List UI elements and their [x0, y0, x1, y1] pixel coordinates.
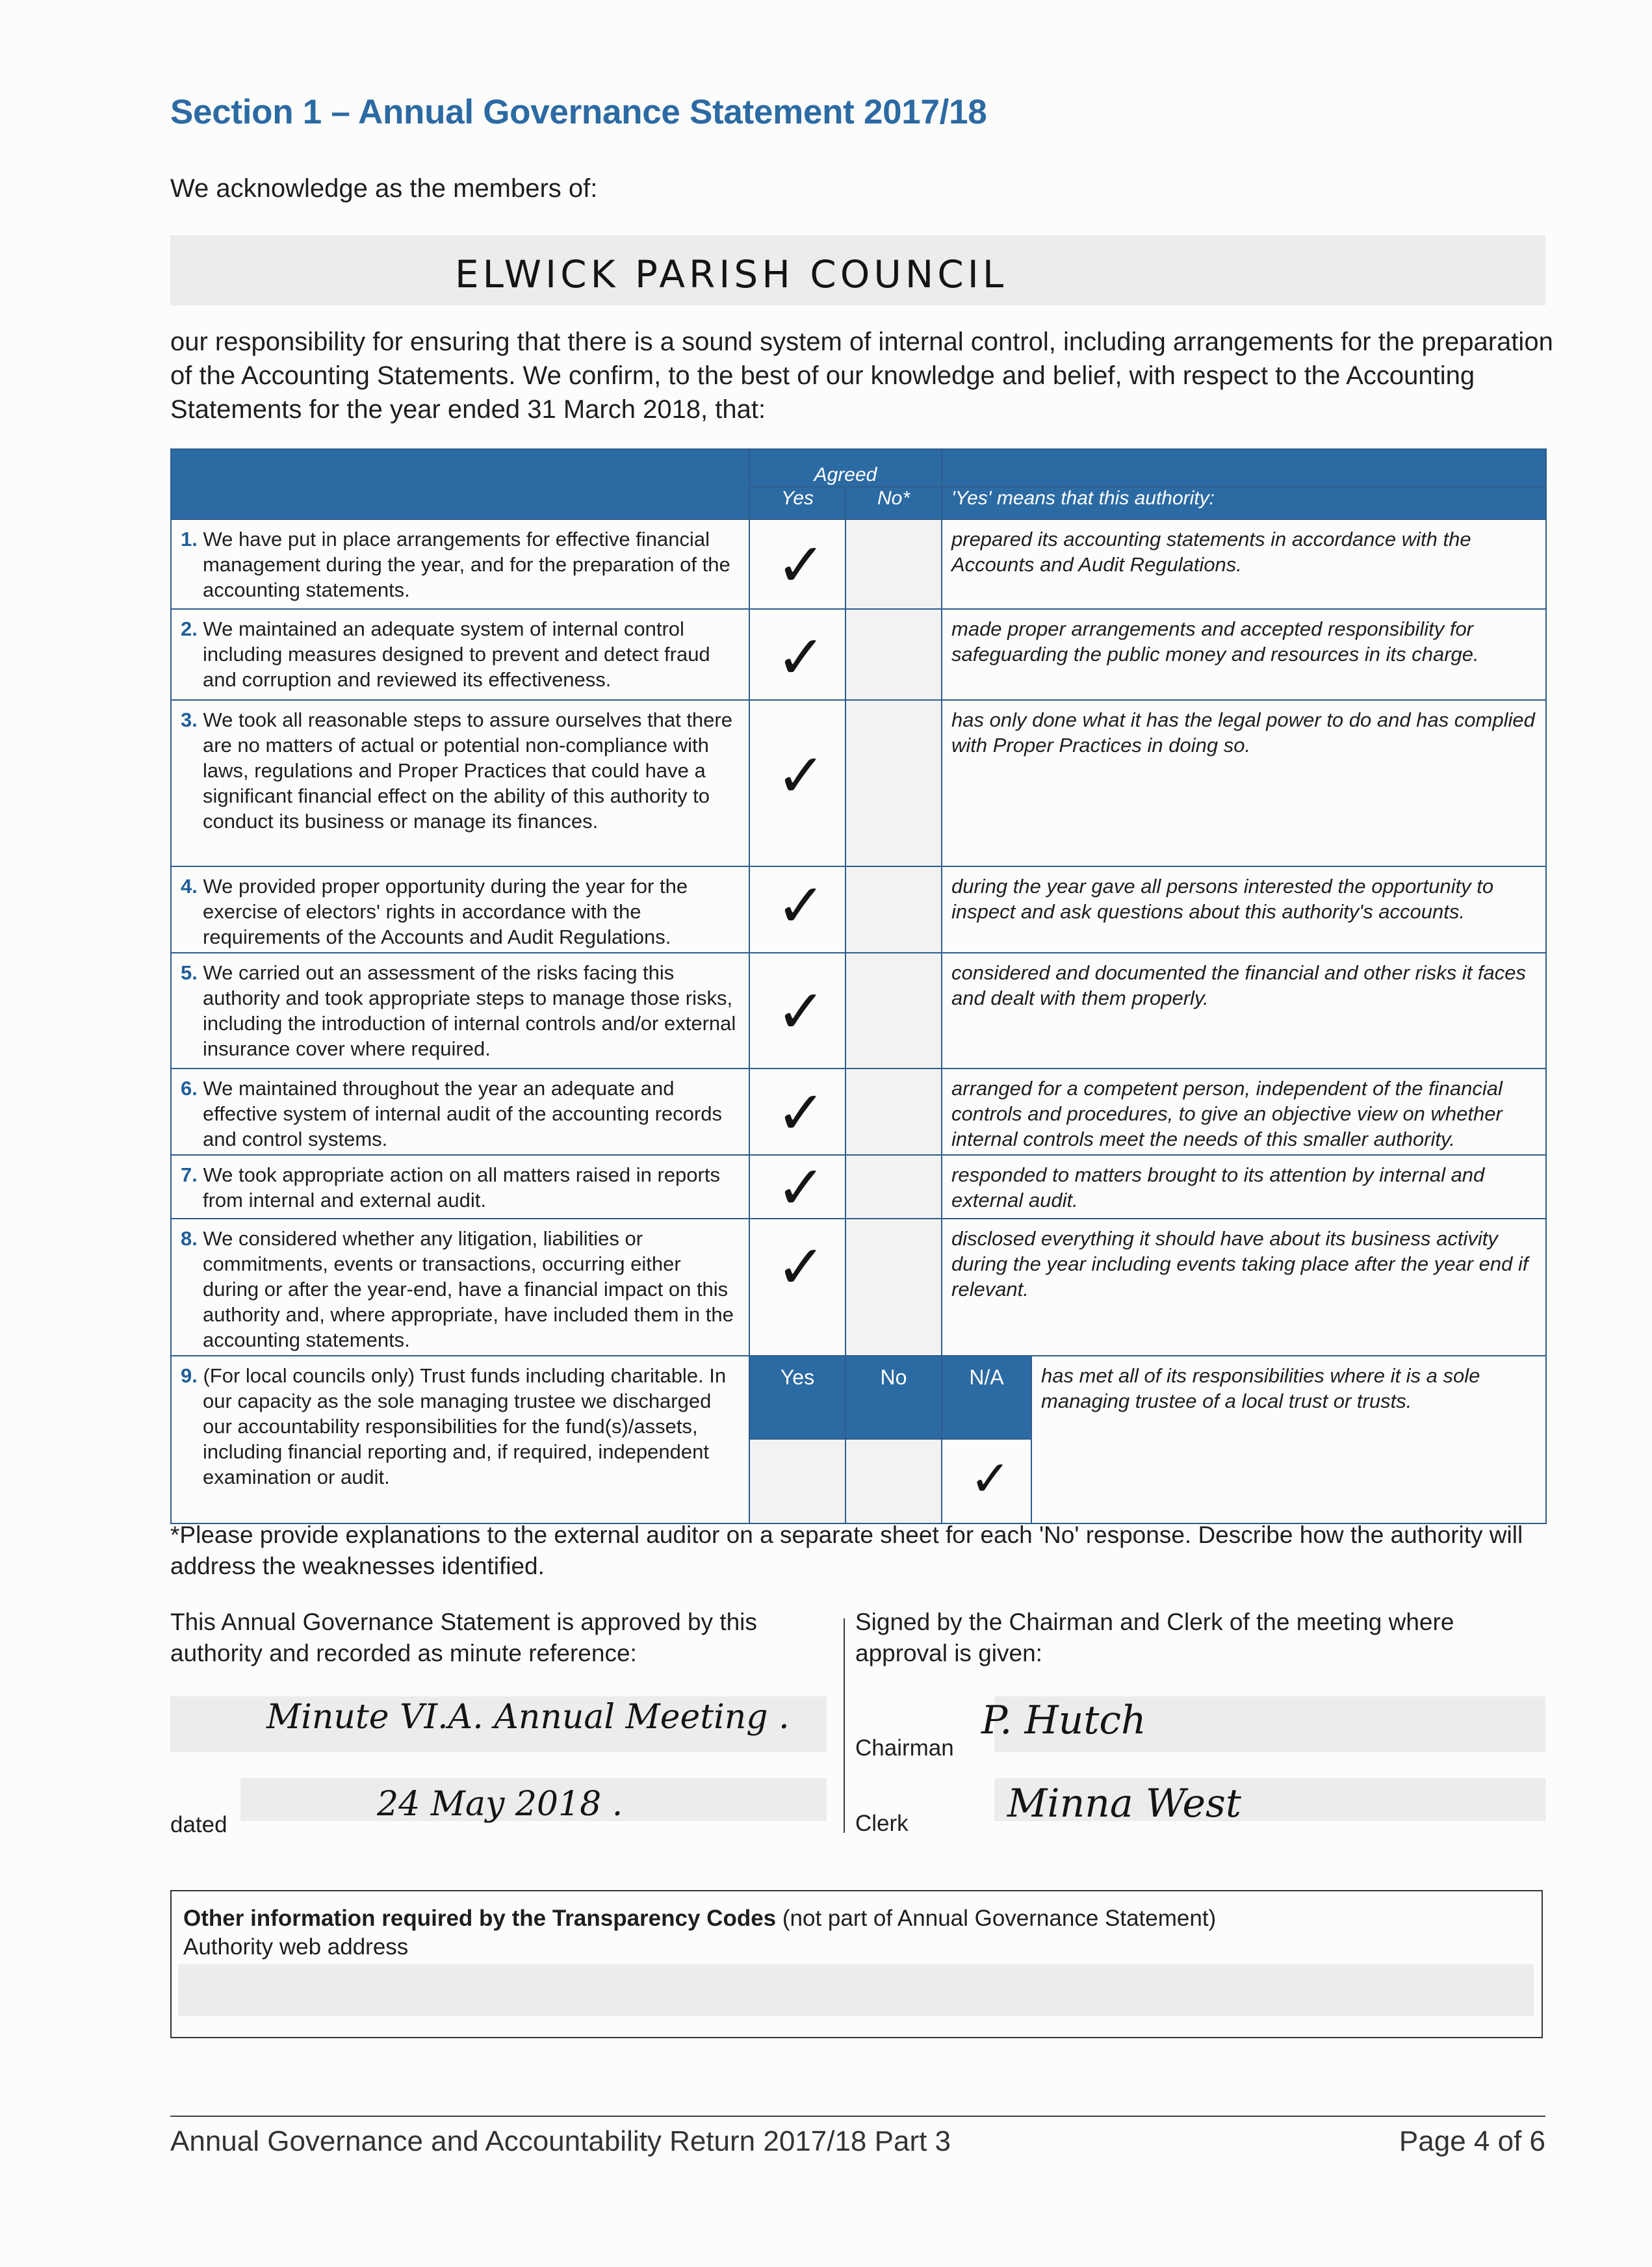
table-row	[171, 866, 1546, 953]
minute-ref: Minute VI.A. Annual Meeting .	[266, 1698, 790, 1737]
yes-cell[interactable]	[749, 609, 845, 700]
checkmark-icon: ✓	[776, 1153, 827, 1223]
table-row	[171, 1155, 1546, 1219]
statement-text: 7. We took appropriate action on all matters raised in reports from internal and external audit.	[181, 1163, 720, 1211]
governance-table	[170, 448, 1547, 1524]
no-cell[interactable]	[845, 1069, 942, 1155]
table-row	[171, 1219, 1546, 1356]
checkmark-icon: ✓	[970, 1449, 1011, 1507]
page-title: Section 1 – Annual Governance Statement 2017/18	[170, 93, 987, 131]
page-number: Page 4 of 6	[1399, 2125, 1545, 2157]
means-text: made proper arrangements and accepted responsibility for safeguarding the public money and resources in its charge.	[942, 609, 1546, 700]
row9-yes-header: Yes	[749, 1356, 845, 1439]
yes-cell[interactable]	[749, 953, 845, 1069]
web-address-label: Authority web address	[183, 1934, 409, 1960]
yes-cell[interactable]	[749, 1153, 845, 1223]
means-text: during the year gave all persons interested the opportunity to inspect and ask questions about this authority's accounts.	[942, 866, 1546, 953]
statement-text: 3. We took all reasonable steps to assure ourselves that there are no matters of actual or potential non-compliance with laws, regulations and Proper Practices that could have a significant financial effect on the ability of this authority to conduct its business or manage its finances.	[181, 708, 732, 833]
no-cell[interactable]	[845, 1155, 942, 1219]
statement-text: 5. We carried out an assessment of the risks facing this authority and took appropriate steps to manage those risks, including the introduction of internal controls and/or external insurance cover where required.	[181, 961, 736, 1060]
checkmark-icon: ✓	[776, 1232, 827, 1302]
no-cell[interactable]	[845, 953, 942, 1069]
checkmark-icon: ✓	[776, 530, 827, 600]
dated-value: 24 May 2018 .	[377, 1785, 623, 1824]
row9-no-header: No	[845, 1356, 942, 1439]
yes-cell[interactable]	[749, 1219, 845, 1356]
web-address-field[interactable]	[178, 1964, 1534, 2016]
chairman-label: Chairman	[855, 1735, 954, 1761]
no-cell[interactable]	[845, 609, 942, 700]
statement-text: 8. We considered whether any litigation, liabilities or commitments, events or transactions, occurring either during or after the year-end, have a financial impact on this authority and, where appropriate, have included them in the accounting statements.	[181, 1227, 734, 1351]
statement-text: 1. We have put in place arrangements for effective financial management during the year, and for the preparation of the accounting statements.	[181, 528, 730, 601]
acknowledge-text: We acknowledge as the members of:	[170, 174, 598, 203]
table-row	[171, 519, 1546, 609]
footer-rule	[170, 2116, 1545, 2117]
checkmark-icon: ✓	[776, 1078, 827, 1148]
yes-cell[interactable]	[749, 519, 845, 609]
means-text: arranged for a competent person, independent of the financial controls and procedures, to give an objective view on whether internal controls meet the needs of this smaller authority.	[942, 1069, 1546, 1155]
agreed-header: Agreed	[749, 449, 942, 487]
header-right-blank	[942, 449, 1546, 487]
no-cell[interactable]	[845, 700, 942, 866]
checkmark-icon: ✓	[776, 871, 827, 940]
row9-yes-cell[interactable]	[749, 1439, 845, 1523]
no-response-note: *Please provide explanations to the external auditor on a separate sheet for each 'No' response. Describe how the authority will address the weaknesses identified.	[170, 1522, 1523, 1579]
chairman-signature: P. Hutch	[981, 1698, 1146, 1743]
means-text: has only done what it has the legal power to do and has complied with Proper Practices in doing so.	[942, 700, 1546, 866]
approval-text: This Annual Governance Statement is approved by this authority and recorded as minute reference:	[170, 1609, 757, 1666]
checkmark-icon: ✓	[776, 741, 827, 810]
table-row	[171, 700, 1546, 866]
divider	[844, 1618, 845, 1833]
header-blank	[171, 449, 749, 519]
means-text: disclosed everything it should have about its business activity during the year including events taking place after the year end if relevant.	[942, 1219, 1546, 1356]
table-row	[171, 1069, 1546, 1155]
yes-cell[interactable]	[749, 700, 845, 866]
row9-na-cell[interactable]	[942, 1439, 1031, 1523]
intro-text: our responsibility for ensuring that there is a sound system of internal control, including arrangements for the preparation of the Accounting Statements. We confirm, to the best of our knowledge and belief, with respect to the Accounting Statements for the year ended 31 March 2018, that:	[170, 328, 1553, 424]
footer-title: Annual Governance and Accountability Return 2017/18 Part 3	[170, 2125, 951, 2157]
row9-no-cell[interactable]	[845, 1439, 942, 1523]
no-header: No*	[845, 487, 942, 519]
means-text: has met all of its responsibilities where it is a sole managing trustee of a local trust or trusts.	[1031, 1356, 1546, 1523]
means-text: prepared its accounting statements in accordance with the Accounts and Audit Regulations.	[942, 519, 1546, 609]
means-text: considered and documented the financial and other risks it faces and dealt with them properly.	[942, 953, 1546, 1069]
yes-header: Yes	[749, 487, 845, 519]
no-cell[interactable]	[845, 1219, 942, 1356]
statement-text: 4. We provided proper opportunity during the year for the exercise of electors' rights in accordance with the requirements of the Accounts and Audit Regulations.	[181, 875, 688, 948]
table-row	[171, 609, 1546, 700]
means-text: responded to matters brought to its attention by internal and external audit.	[942, 1155, 1546, 1219]
clerk-signature: Minna West	[1007, 1781, 1241, 1826]
dated-label: dated	[170, 1812, 227, 1837]
checkmark-icon: ✓	[776, 623, 827, 692]
statement-text: 2. We maintained an adequate system of internal control including measures designed to prevent and detect fraud and corruption and reviewed its effectiveness.	[181, 617, 710, 691]
yes-cell[interactable]	[749, 1069, 845, 1155]
transparency-heading: Other information required by the Transparency Codes (not part of Annual Governance Statement)	[183, 1906, 1217, 1931]
no-cell[interactable]	[845, 866, 942, 953]
no-cell[interactable]	[845, 519, 942, 609]
table-row	[171, 953, 1546, 1069]
row9-na-header: N/A	[942, 1356, 1031, 1439]
statement-text: 6. We maintained throughout the year an adequate and effective system of internal audit of the accounting records and control systems.	[181, 1077, 722, 1150]
clerk-label: Clerk	[855, 1811, 909, 1836]
transparency-box	[170, 1890, 1543, 2038]
means-header: 'Yes' means that this authority:	[942, 487, 1546, 519]
yes-cell[interactable]	[749, 866, 845, 953]
signed-text: Signed by the Chairman and Clerk of the meeting where approval is given:	[855, 1609, 1454, 1666]
statement-text: 9. (For local councils only) Trust funds including charitable. In our capacity as the sole managing trustee we discharged our accountability responsibilities for the fund(s)/assets, including financial reporting and, if required, independent examination or audit.	[181, 1364, 727, 1488]
council-name: ELWICK PARISH COUNCIL	[455, 252, 1008, 296]
checkmark-icon: ✓	[776, 977, 827, 1046]
table-row-9	[171, 1356, 1546, 1439]
